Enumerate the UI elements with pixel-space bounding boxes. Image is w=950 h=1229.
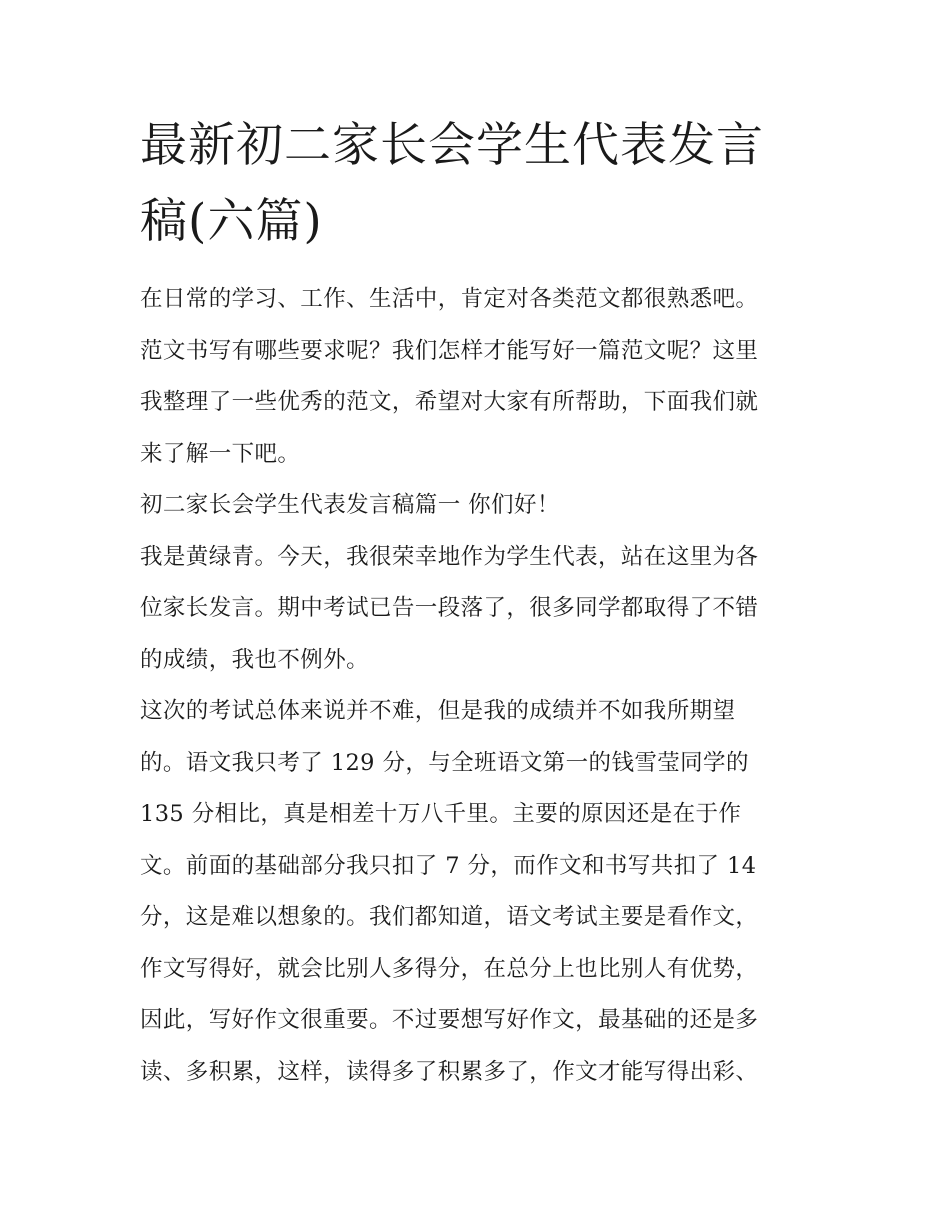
body-line: 分，这是难以想象的。我们都知道，语文考试主要是看作文， (140, 904, 759, 930)
body-line: 我是黄绿青。今天，我很荣幸地作为学生代表，站在这里为各 (140, 543, 759, 570)
body-line: 的。语文我只考了 129 分，与全班语文第一的钱雪莹同学的 (140, 749, 749, 776)
document-title (140, 108, 820, 260)
section-heading: 初二家长会学生代表发言稿篇一 你们好！ (140, 492, 560, 518)
body-line: 来了解一下吧。 (140, 440, 301, 467)
body-line: 作文写得好，就会比别人多得分，在总分上也比别人有优势， (140, 955, 759, 982)
body-line: 我整理了一些优秀的范文，希望对大家有所帮助，下面我们就 (140, 389, 759, 415)
body-line: 这次的考试总体来说并不难，但是我的成绩并不如我所期望 (140, 698, 736, 724)
title-line: 最新初二家长会学生代表发言 (140, 118, 764, 173)
body-line: 位家长发言。期中考试已告一段落了，很多同学都取得了不错 (140, 595, 759, 621)
document-body (140, 274, 820, 1098)
body-line: 的成绩，我也不例外。 (140, 646, 370, 673)
body-line: 文。前面的基础部分我只扣了 7 分，而作文和书写共扣了 14 (140, 852, 757, 879)
body-line: 在日常的学习、工作、生活中，肯定对各类范文都很熟悉吧。 (140, 286, 759, 312)
body-line: 范文书写有哪些要求呢？我们怎样才能写好一篇范文呢？这里 (140, 337, 759, 364)
body-line: 因此，写好作文很重要。不过要想写好作文，最基础的还是多 (140, 1007, 759, 1033)
body-line: 135 分相比，真是相差十万八千里。主要的原因还是在于作 (140, 801, 742, 827)
body-line: 读、多积累，这样，读得多了积累多了，作文才能写得出彩、 (140, 1058, 759, 1085)
title-line: 稿(六篇) (140, 194, 323, 249)
document-page (140, 108, 820, 1098)
